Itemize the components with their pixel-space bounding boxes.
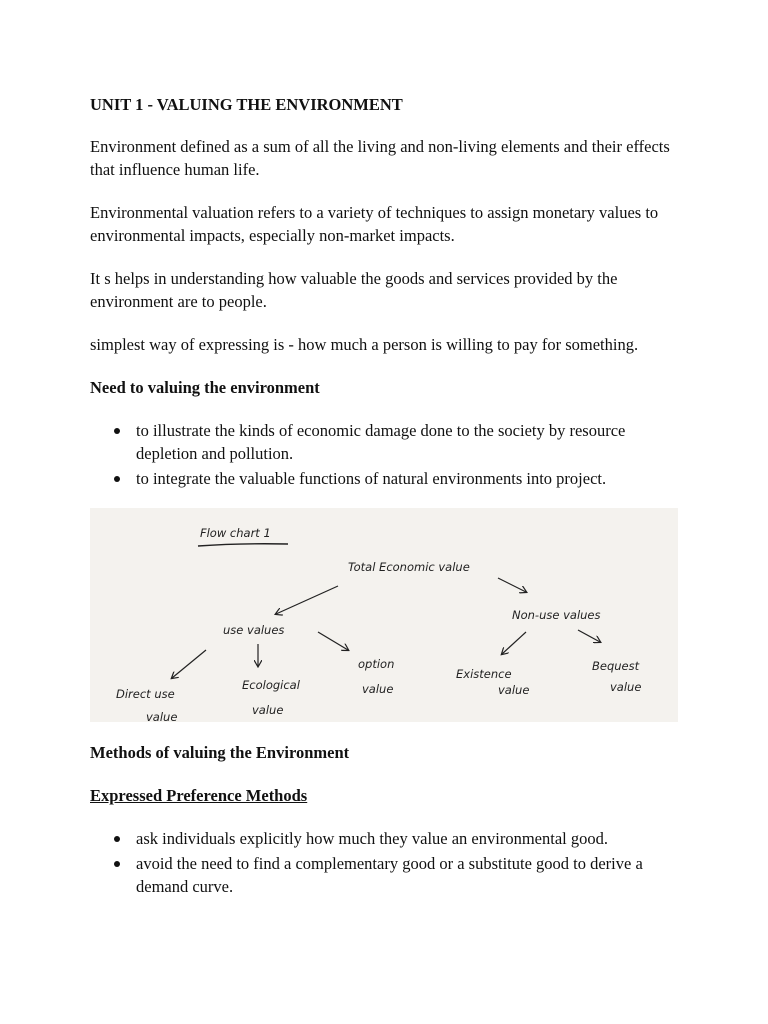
- flow-chart-drawing: [90, 508, 678, 722]
- paragraph-helps: It s helps in understanding how valuable the goods and services provided by the environment are to people.: [90, 269, 618, 311]
- bullet-icon: [114, 861, 120, 867]
- methods-heading: Methods of valuing the Environment: [90, 743, 350, 762]
- arrow-to-use-values: [276, 586, 338, 614]
- node-non-use-values: Non-use values: [512, 608, 601, 622]
- expressed-list: [112, 827, 687, 900]
- list-item: [112, 467, 687, 490]
- arrow-to-bequest: [578, 630, 600, 642]
- bullet-icon: [114, 836, 120, 842]
- arrow-to-non-use-values: [498, 578, 526, 592]
- list-item-text: ask individuals explicitly how much they value an environmental good.: [136, 829, 608, 848]
- title-underline: [198, 544, 288, 546]
- flow-chart-title: Flow chart 1: [200, 526, 271, 540]
- list-item: [112, 852, 687, 898]
- node-existence-value: value: [498, 683, 530, 697]
- paragraph-definition: Environment defined as a sum of all the living and non-living elements and their effects that influence human life.: [90, 137, 670, 179]
- node-bequest: Bequest: [592, 659, 640, 673]
- flow-chart-image: [90, 508, 678, 722]
- node-option-value: value: [362, 682, 394, 696]
- node-ecological: Ecological: [242, 678, 300, 692]
- node-use-values: use values: [223, 623, 285, 637]
- arrow-to-direct-use: [172, 650, 206, 678]
- bullet-icon: [114, 428, 120, 434]
- arrow-to-option: [318, 632, 348, 650]
- need-heading: Need to valuing the environment: [90, 378, 320, 397]
- list-item-text: to integrate the valuable functions of natural environments into project.: [136, 469, 607, 488]
- paragraph-valuation: Environmental valuation refers to a variety of techniques to assign monetary values to environmental impacts, especially non-market impacts.: [90, 203, 659, 245]
- arrow-to-existence: [502, 632, 526, 654]
- node-option: option: [358, 657, 395, 671]
- node-existence: Existence: [456, 667, 512, 681]
- paragraph-simplest: simplest way of expressing is - how much a person is willing to pay for something.: [90, 335, 639, 354]
- node-bequest-value: value: [610, 680, 642, 694]
- node-direct-use: Direct use: [116, 687, 175, 701]
- node-ecological-value: value: [252, 703, 284, 717]
- list-item: [112, 419, 687, 465]
- node-direct-use-value: value: [146, 710, 178, 722]
- expressed-preference-heading: Expressed Preference Methods: [90, 786, 308, 805]
- page-title: UNIT 1 - VALUING THE ENVIRONMENT: [90, 95, 403, 114]
- list-item-text: to illustrate the kinds of economic damage done to the society by resource depletion and pollution.: [136, 421, 626, 463]
- list-item-text: avoid the need to find a complementary good or a substitute good to derive a demand curve.: [136, 854, 643, 896]
- list-item: [112, 827, 687, 850]
- node-total-economic-value: Total Economic value: [348, 560, 470, 574]
- need-list: [112, 419, 687, 492]
- bullet-icon: [114, 476, 120, 482]
